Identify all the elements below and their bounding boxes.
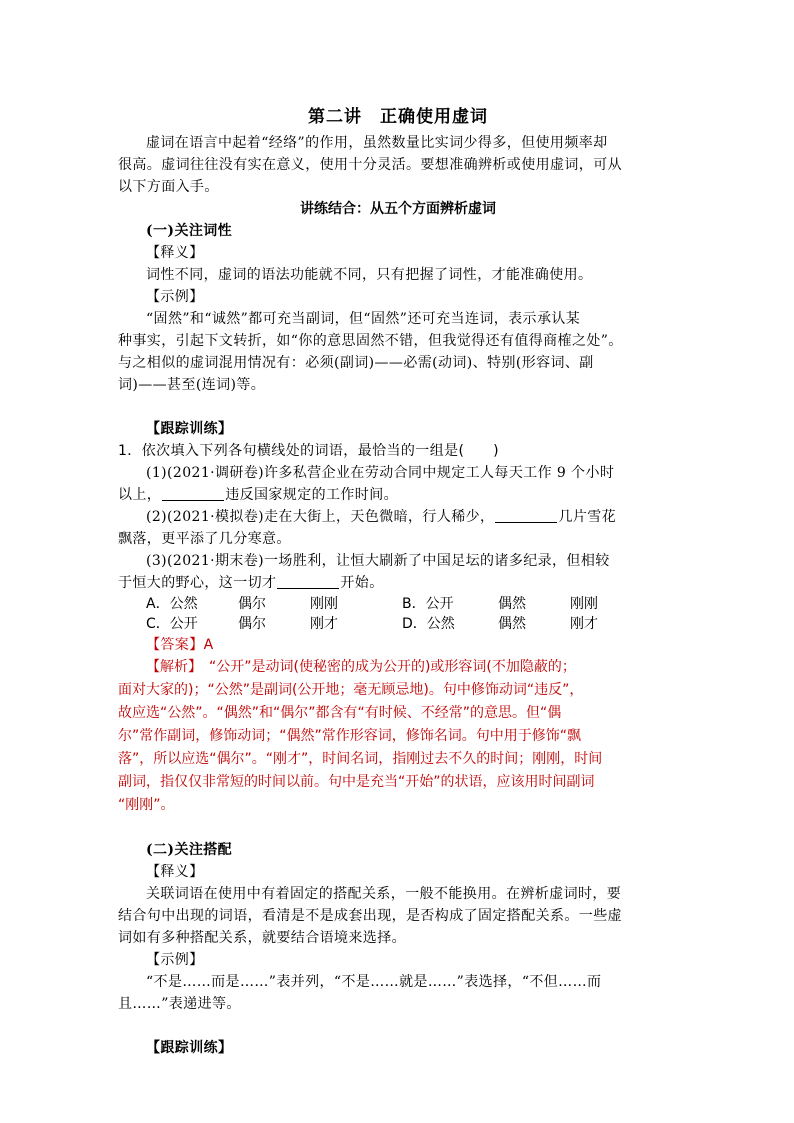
option-word: 偶尔 <box>238 616 266 632</box>
shili-label: 【示例】 <box>146 289 204 305</box>
sentence-text: (2)(2021·模拟卷)走在大街上，天色微暗，行人稀少， <box>146 509 495 525</box>
shili-line: 且……”表递进等。 <box>118 996 241 1012</box>
sentence-2-line-2: 飘落，更平添了几分寒意。 <box>118 531 291 547</box>
option-word: 偶尔 <box>238 596 266 612</box>
option-d[interactable]: D．公然 <box>402 616 455 632</box>
page-title: 第二讲 正确使用虚词 <box>308 107 488 127</box>
shiyi-line: 结合句中出现的词语，看清是不是成套出现，是否构成了固定搭配关系。一些虚 <box>118 908 622 924</box>
analysis-line: 面对大家的)；“公然”是副词(公开地；毫无顾忌地)。句中修饰动词“违反”， <box>118 682 584 698</box>
question-stem: 1．依次填入下列各句横线处的词语，最恰当的一组是( ) <box>118 443 500 459</box>
sentence-2-line-1 <box>118 506 678 528</box>
sentence-3-line-1: (3)(2021·期末卷)一场胜利，让恒大刷新了中国足坛的诸多纪录，但相较 <box>146 553 610 569</box>
analysis-line: 落”，所以应选“偶尔”。“刚才”，时间名词，指刚过去不久的时间；刚刚，时间 <box>118 751 603 767</box>
sentence-text: 违反国家规定的工作时间。 <box>225 487 399 503</box>
analysis-line: “刚刚”。 <box>118 797 175 813</box>
option-word: 刚才 <box>570 616 598 632</box>
option-word: 刚才 <box>310 616 338 632</box>
section-subtitle: 讲练结合：从五个方面辨析虚词 <box>300 201 496 217</box>
sentence-text: 几片雪花 <box>558 509 617 525</box>
analysis-line: 尔”常作副词，修饰动词；“偶然”常作形容词，修饰名词。句中用于修饰“飘 <box>118 728 582 744</box>
option-a[interactable]: A．公然 <box>146 596 198 612</box>
shili-line: 种事实，引起下文转折，如“你的意思固然不错，但我觉得还有值得商榷之处”。 <box>118 333 623 349</box>
training-label: 【跟踪训练】 <box>146 421 233 437</box>
options-row <box>118 614 678 634</box>
shiyi-line: 词如有多种搭配关系，就要结合语境来选择。 <box>118 930 406 946</box>
analysis-line <box>118 656 678 679</box>
options-row <box>118 594 678 614</box>
sentence-1-line-1: (1)(2021·调研卷)许多私营企业在劳动合同中规定工人每天工作 9 个小时 <box>146 465 615 481</box>
shili-line: “不是……而是……”表并列，“不是……就是……”表选择，“不但……而 <box>146 974 602 990</box>
document-page <box>118 100 678 1059</box>
training-label: 【跟踪训练】 <box>146 1040 233 1056</box>
answer-line: 【答案】A <box>146 637 214 653</box>
sentence-text: 于恒大的野心，这一切才 <box>118 575 277 591</box>
sentence-text: 以上， <box>118 487 162 503</box>
shiyi-label: 【释义】 <box>146 864 204 880</box>
fill-blank-2[interactable] <box>495 508 557 523</box>
shiyi-label: 【释义】 <box>146 245 204 261</box>
shiyi-text: 词性不同，虚词的语法功能就不同，只有把握了词性，才能准确使用。 <box>146 267 593 283</box>
section1-heading: (一)关注词性 <box>146 223 233 239</box>
section2-heading: (二)关注搭配 <box>146 842 233 858</box>
fill-blank-1[interactable] <box>162 486 224 501</box>
intro-line: 很高。虚词往往没有实在意义，使用十分灵活。要想准确辨析或使用虚词，可从 <box>118 157 622 173</box>
analysis-text: “公开”是动词(使秘密的成为公开的)或形容词(不加隐蔽的； <box>195 659 576 675</box>
analysis-line: 故应选“公然”。“偶然”和“偶尔”都含有“有时候、不经常”的意思。但“偶 <box>118 705 562 721</box>
shili-line: “固然”和“诚然”都可充当副词，但“固然”还可充当连词，表示承认某 <box>146 311 581 327</box>
option-word: 偶然 <box>498 596 526 612</box>
analysis-label: 【解析】 <box>146 659 195 675</box>
option-b[interactable]: B．公开 <box>402 596 454 612</box>
intro-line: 虚词在语言中起着“经络”的作用，虽然数量比实词少得多，但使用频率却 <box>146 135 608 151</box>
shiyi-line: 关联词语在使用中有着固定的搭配关系，一般不能换用。在辨析虚词时，要 <box>146 886 622 902</box>
option-word: 刚刚 <box>310 596 338 612</box>
option-c[interactable]: C．公开 <box>146 616 198 632</box>
option-word: 刚刚 <box>570 596 598 612</box>
sentence-1-line-2 <box>118 484 678 506</box>
sentence-3-line-2 <box>118 572 678 594</box>
shili-line: 词)——甚至(连词)等。 <box>118 377 266 393</box>
option-word: 偶然 <box>498 616 526 632</box>
sentence-text: 开始。 <box>340 575 384 591</box>
shili-label: 【示例】 <box>146 952 204 968</box>
intro-line: 以下方面入手。 <box>118 179 219 195</box>
fill-blank-3[interactable] <box>277 574 339 589</box>
analysis-line: 副词，指仅仅非常短的时间以前。句中是充当“开始”的状语，应该用时间副词 <box>118 774 595 790</box>
shili-line: 与之相似的虚词混用情况有：必须(副词)——必需(动词)、特别(形容词、副 <box>118 355 594 371</box>
